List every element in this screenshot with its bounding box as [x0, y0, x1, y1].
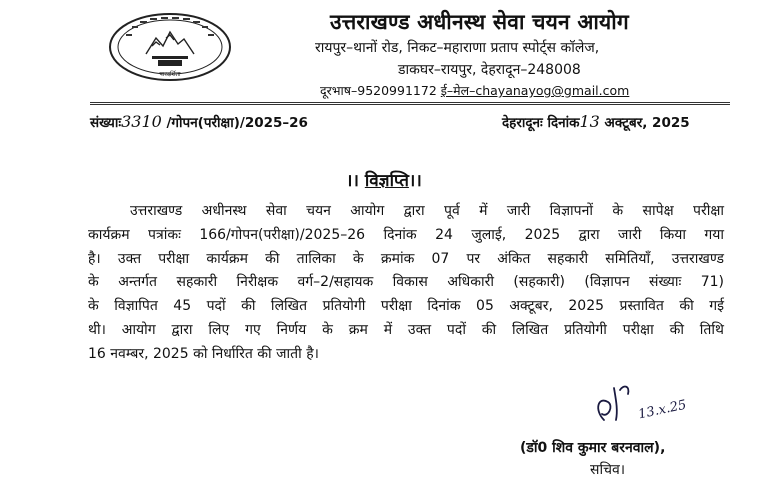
emblem-motto: पारदर्शिता [159, 71, 181, 78]
notice-heading [346, 168, 422, 191]
body-line: कार्यक्रम पत्रांकः 166/गोपन(परीक्षा)/2025–26 दिनांक 24 जुलाई, 2025 द्वारा जारी किया गया [88, 226, 724, 243]
reference-handwritten-number: 3310 [121, 112, 162, 131]
reference-number [90, 112, 308, 131]
body-line: थी। आयोग द्वारा लिए गए निर्णय के क्रम में उक्त पदों की लिखित प्रतियोगी परीक्षा की तिथि [88, 321, 724, 338]
notice-suffix: ।। [408, 171, 422, 191]
body-line: 16 नवम्बर, 2025 को निर्धारित की जाती है। [88, 345, 319, 362]
mountain-icon [146, 32, 194, 54]
signer-name: (डॉ0 शिव कुमार बरनवाल), [520, 440, 666, 456]
reference-suffix: /गोपन(परीक्षा)/2025–26 [161, 115, 308, 131]
body-line: के अन्तर्गत सहकारी निरीक्षक वर्ग–2/सहायक विकास अधिकारी (सहकारी) (विज्ञापन संख्याः 71) [88, 274, 724, 291]
notice-body [88, 200, 724, 367]
header-divider-second [90, 104, 730, 105]
commission-emblem [108, 12, 232, 82]
signature-date: 13.x.25 [637, 397, 688, 423]
document-date [502, 112, 690, 131]
header-divider [90, 102, 730, 103]
reference-label: संख्याः [90, 115, 122, 131]
handwritten-signature [590, 380, 710, 426]
body-line: उत्तराखण्ड अधीनस्थ सेवा चयन आयोग द्वारा पूर्व में जारी विज्ञापनों के सापेक्ष परीक्षा [130, 203, 724, 219]
body-line: के विज्ञापित 45 पदों की लिखित प्रतियोगी परीक्षा दिनांक 05 अक्टूबर, 2025 प्रस्तावित की गई [88, 298, 724, 315]
signature-stroke [598, 387, 628, 420]
date-rest: अक्टूबर, 2025 [599, 115, 690, 131]
email-link[interactable]: ई–मेल–chayanayog@gmail.com [440, 83, 630, 98]
notice-title: विज्ञप्ति [364, 171, 409, 191]
date-label: देहरादूनः दिनांक [502, 115, 580, 131]
notice-prefix: ।। [346, 171, 365, 191]
body-line: है। उक्त परीक्षा कार्यक्रम की तालिका के क्रमांक 07 पर अंकित सहकारी समितियाँ, उत्तराखण्ड [88, 250, 724, 267]
address-line-1: रायपुर–थानों रोड, निकट–महाराणा प्रताप स्पोर्ट्स कॉलेज, [315, 40, 600, 56]
address-line-2: डाकघर–रायपुर, देहरादून–248008 [398, 62, 581, 78]
contact-line [320, 82, 629, 99]
date-handwritten-day: 13 [579, 112, 600, 131]
commission-title: उत्तराखण्ड अधीनस्थ सेवा चयन आयोग [330, 10, 629, 34]
emblem-base-icon [152, 56, 188, 66]
signer-designation: सचिव। [590, 462, 626, 478]
phone-number: दूरभाष–9520991172 [320, 83, 437, 98]
